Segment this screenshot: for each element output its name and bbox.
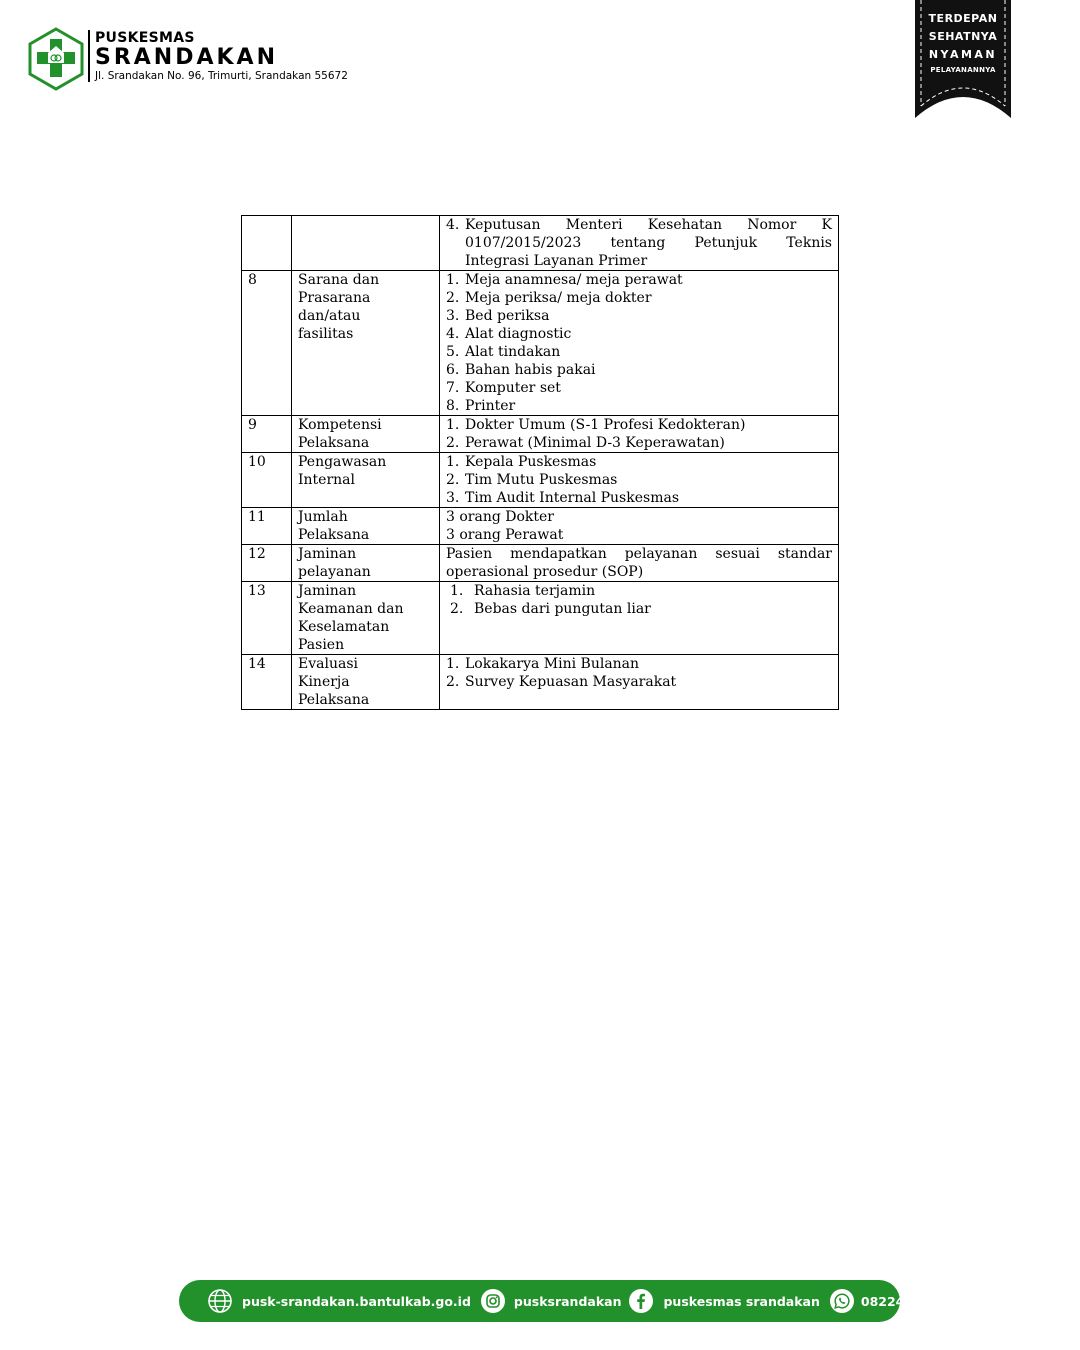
component-line: Pelaksana: [298, 435, 370, 451]
component-line: Kinerja: [298, 674, 350, 690]
item-text: Rahasia terjamin: [474, 583, 596, 599]
facebook-icon: [629, 1289, 653, 1313]
footer-facebook[interactable]: [629, 1289, 819, 1313]
component-line: Pelaksana: [298, 692, 370, 708]
list-item: [446, 582, 832, 600]
list-item: [446, 307, 832, 325]
item-text: Printer: [465, 398, 516, 414]
item-number: 1.: [446, 417, 460, 433]
description-line: 3 orang Dokter: [446, 509, 554, 525]
item-text: Alat diagnostic: [465, 326, 572, 342]
footer-bar: [179, 1280, 966, 1322]
table-row: [242, 655, 839, 710]
list-item: [446, 453, 832, 471]
component-line: pelayanan: [298, 564, 371, 580]
description-cell: [440, 416, 839, 453]
item-number: 1.: [446, 656, 460, 672]
list-item: [446, 361, 832, 379]
component-line: dan/atau: [298, 308, 361, 324]
row-number: 11: [242, 508, 292, 545]
brand-name: SRANDAKAN: [95, 45, 278, 70]
instagram-icon: [481, 1289, 505, 1313]
component-line: Prasarana: [298, 290, 371, 306]
row-number: 14: [242, 655, 292, 710]
component-line: Pelaksana: [298, 527, 370, 543]
description-cell: [440, 508, 839, 545]
component-line: Jaminan: [298, 546, 357, 562]
item-number: 4.: [446, 217, 460, 233]
item-text: Meja periksa/ meja dokter: [465, 290, 652, 306]
table-row: [242, 453, 839, 508]
row-number: 13: [242, 582, 292, 655]
description-cell: [440, 453, 839, 508]
list-item: [446, 489, 832, 507]
component-cell: [292, 655, 440, 710]
item-text-block: [465, 216, 832, 270]
table-row: [242, 271, 839, 416]
component-cell: [292, 453, 440, 508]
component-cell: [292, 271, 440, 416]
component-cell: [292, 545, 440, 582]
ribbon-line-1: TERDEPAN: [928, 12, 998, 25]
component-line: Evaluasi: [298, 656, 358, 672]
list-item: [446, 343, 832, 361]
item-text: Bed periksa: [465, 308, 550, 324]
description-line: 3 orang Perawat: [446, 527, 564, 543]
ribbon-line-2: SEHATNYA: [928, 30, 998, 43]
item-number: 3.: [446, 308, 460, 324]
row-number: 9: [242, 416, 292, 453]
component-line: Keamanan dan: [298, 601, 404, 617]
component-line: Keselamatan: [298, 619, 390, 635]
service-standard-table: [241, 215, 839, 710]
item-text: Bebas dari pungutan liar: [474, 601, 651, 617]
item-number: 7.: [446, 380, 460, 396]
item-number: 4.: [446, 326, 460, 342]
instagram-text: pusksrandakan: [513, 1293, 622, 1309]
item-text: Lokakarya Mini Bulanan: [465, 656, 640, 672]
component-cell: [292, 416, 440, 453]
component-line: Pasien: [298, 637, 345, 653]
component-line: Pengawasan: [298, 454, 387, 470]
table-body: [242, 216, 839, 710]
component-cell: [292, 216, 440, 271]
ribbon-text: [913, 10, 1013, 76]
table-row: [242, 508, 839, 545]
list-item: [446, 379, 832, 397]
list-item: [446, 397, 832, 415]
list-item: [446, 600, 832, 618]
row-number: [242, 216, 292, 271]
item-text: Tim Audit Internal Puskesmas: [465, 490, 680, 506]
component-line: Jaminan: [298, 583, 357, 599]
row-number: 10: [242, 453, 292, 508]
item-text-line: Integrasi Layanan Primer: [465, 253, 648, 269]
description-line: Pasien mendapatkan pelayanan sesuai standar: [446, 546, 832, 562]
item-text-line: 0107/2015/2023 tentang Petunjuk Teknis: [465, 235, 832, 251]
list-item: [446, 271, 832, 289]
description-line: operasional prosedur (SOP): [446, 564, 644, 580]
list-item: [446, 434, 832, 452]
list-item: [446, 471, 832, 489]
item-text: Kepala Puskesmas: [465, 454, 597, 470]
list-item: [446, 673, 832, 691]
item-number: 2.: [446, 472, 460, 488]
item-number: 2.: [450, 601, 464, 617]
item-number: 2.: [446, 674, 460, 690]
whatsapp-text: 082241110735: [860, 1293, 966, 1309]
description-cell: [440, 655, 839, 710]
component-cell: [292, 508, 440, 545]
table-row: [242, 582, 839, 655]
list-item: [446, 416, 832, 434]
table-row: [242, 545, 839, 582]
table-row: [242, 216, 839, 271]
item-number: 3.: [446, 490, 460, 506]
globe-icon: [207, 1288, 233, 1314]
list-item: [446, 655, 832, 673]
row-number: 8: [242, 271, 292, 416]
footer-whatsapp[interactable]: [830, 1289, 965, 1313]
item-text: Perawat (Minimal D-3 Keperawatan): [465, 435, 725, 451]
list-item: [446, 216, 832, 270]
item-text-line: Keputusan Menteri Kesehatan Nomor K: [465, 217, 832, 233]
component-line: Kompetensi: [298, 417, 382, 433]
brand-small: PUSKESMAS: [95, 30, 195, 46]
brand-block: [88, 30, 348, 82]
item-text: Tim Mutu Puskesmas: [465, 472, 618, 488]
item-number: 6.: [446, 362, 460, 378]
footer-website[interactable]: [207, 1288, 471, 1314]
website-text: pusk-srandakan.bantulkab.go.id: [242, 1293, 471, 1309]
item-text: Komputer set: [465, 380, 561, 396]
row-number: 12: [242, 545, 292, 582]
component-line: Jumlah: [298, 509, 348, 525]
item-number: 8.: [446, 398, 460, 414]
table-row: [242, 416, 839, 453]
brand-address: Jl. Srandakan No. 96, Trimurti, Srandakan 55672: [95, 70, 348, 82]
list-item: [446, 289, 832, 307]
item-text: Bahan habis pakai: [465, 362, 596, 378]
description-cell: [440, 545, 839, 582]
description-cell: [440, 271, 839, 416]
footer-instagram[interactable]: [481, 1289, 622, 1313]
item-text: Dokter Umum (S-1 Profesi Kedokteran): [465, 417, 746, 433]
ribbon-line-4: PELAYANANNYA: [930, 66, 996, 74]
item-text: Alat tindakan: [465, 344, 561, 360]
item-number: 1.: [446, 272, 460, 288]
component-line: Sarana dan: [298, 272, 380, 288]
item-number: 2.: [446, 290, 460, 306]
component-cell: [292, 582, 440, 655]
item-number: 1.: [446, 454, 460, 470]
component-line: Internal: [298, 472, 355, 488]
description-cell: [440, 216, 839, 271]
description-cell: [440, 582, 839, 655]
ribbon-line-3: NYAMAN: [928, 48, 998, 61]
list-item: [446, 325, 832, 343]
component-line: fasilitas: [298, 326, 354, 342]
item-number: 2.: [446, 435, 460, 451]
facebook-text: puskesmas srandakan: [663, 1293, 820, 1309]
item-text: Meja anamnesa/ meja perawat: [465, 272, 683, 288]
whatsapp-icon: [830, 1289, 854, 1313]
puskesmas-logo: [27, 27, 85, 91]
item-number: 5.: [446, 344, 460, 360]
item-number: 1.: [450, 583, 464, 599]
item-text: Survey Kepuasan Masyarakat: [465, 674, 677, 690]
